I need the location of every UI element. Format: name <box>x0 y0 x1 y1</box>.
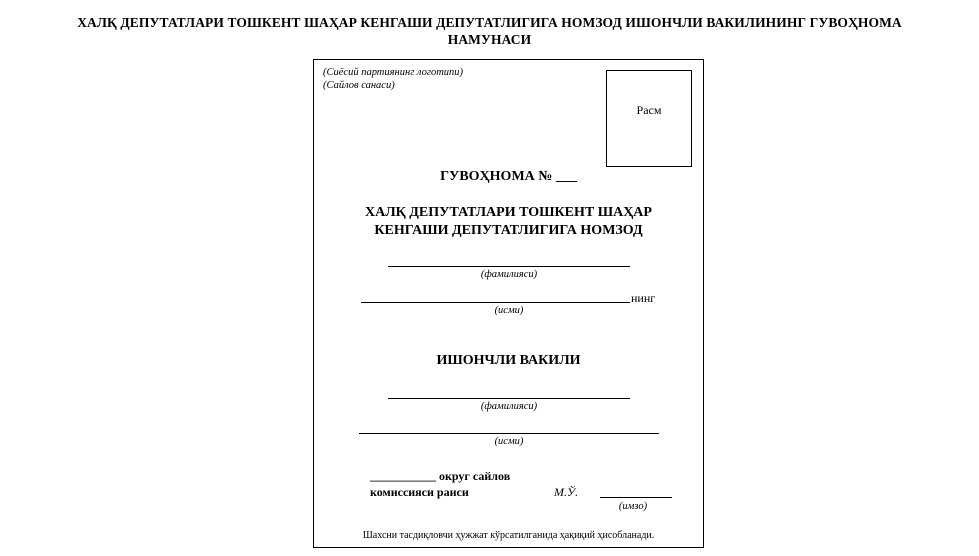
page-title-line-1: ХАЛҚ ДЕПУТАТЛАРИ ТОШКЕНТ ШАҲАР КЕНГАШИ ДЕПУТАТЛИГИГА НОМЗОД ИШОНЧЛИ ВАКИЛИНИНГ ГУВОҲНОМА <box>77 15 902 30</box>
candidate-surname-line <box>388 266 630 267</box>
proxy-name-caption: (исми) <box>494 436 524 447</box>
election-date-hint: (Сайлов санаси) <box>323 80 395 91</box>
seal-label: М.Ў. <box>554 485 579 499</box>
signature-line <box>600 497 672 498</box>
district-commission-line-2: комиссияси раиси <box>370 485 469 499</box>
candidate-surname-caption: (фамилияси) <box>480 269 538 280</box>
signature-caption: (имзо) <box>618 501 648 512</box>
photo-label: Расм <box>636 103 662 117</box>
heading-line-1: ХАЛҚ ДЕПУТАТЛАРИ ТОШКЕНТ ШАҲАР <box>365 205 652 220</box>
proxy-surname-line <box>388 398 630 399</box>
proxy-name-line <box>359 433 659 434</box>
heading-line-2: КЕНГАШИ ДЕПУТАТЛИГИГА НОМЗОД <box>374 223 643 238</box>
page-title-line-2: НАМУНАСИ <box>447 32 532 47</box>
footer-note: Шахсни тасдиқловчи ҳужжат кўрсатилганида ҳақиқий ҳисобланади. <box>362 530 655 541</box>
photo-placeholder <box>606 70 692 167</box>
possessive-suffix: нинг <box>631 291 656 305</box>
page-title <box>0 14 979 48</box>
district-commission-line-1: ___________ округ сайлов <box>370 469 511 483</box>
certificate-sample <box>313 59 704 548</box>
certificate-number-label: ГУВОҲНОМА № ___ <box>440 169 577 184</box>
proxy-surname-caption: (фамилияси) <box>480 401 538 412</box>
candidate-name-line <box>361 302 630 303</box>
candidate-name-caption: (исми) <box>494 305 524 316</box>
proxy-title: ИШОНЧЛИ ВАКИЛИ <box>436 353 581 368</box>
party-logo-hint: (Сиёсий партиянинг логотипи) <box>323 67 464 78</box>
